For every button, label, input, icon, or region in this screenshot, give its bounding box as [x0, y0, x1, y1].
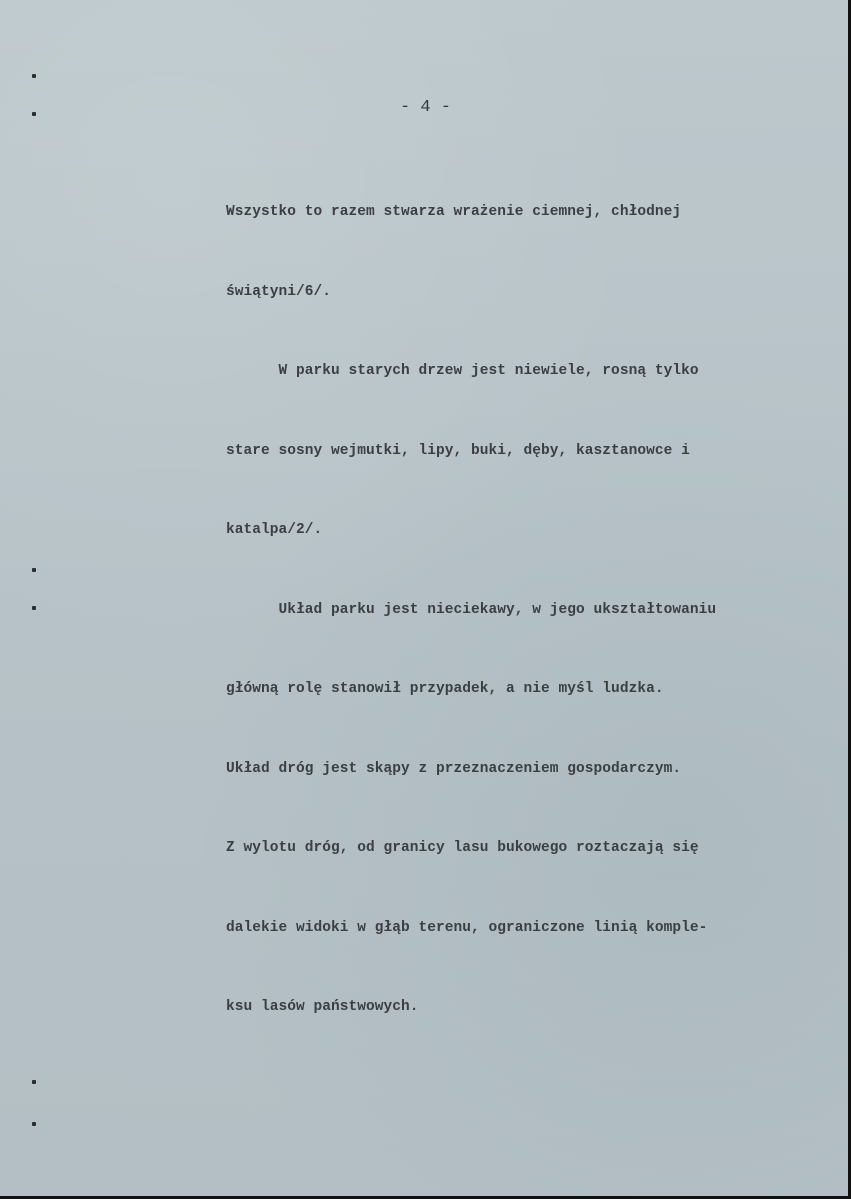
- binder-mark: [32, 1122, 36, 1126]
- text-line: W parku starych drzew jest niewiele, rosną tylko: [226, 363, 699, 379]
- text-line: Z wylotu dróg, od granicy lasu bukowego roztaczają się: [226, 840, 699, 856]
- binder-mark: [32, 568, 36, 572]
- text-line: katalpa/2/.: [226, 522, 323, 538]
- text-line: ksu lasów państwowych.: [226, 999, 419, 1015]
- text-line: Układ parku jest nieciekawy, w jego ukształtowaniu: [226, 601, 717, 618]
- text-line: dalekie widoki w głąb terenu, ograniczone linią komple-: [226, 919, 708, 936]
- text-line: główną rolę stanowił przypadek, a nie myśl ludzka.: [226, 681, 664, 697]
- binder-mark: [32, 1080, 36, 1084]
- body-text: [226, 146, 836, 1074]
- binder-mark: [32, 606, 36, 610]
- page-number: - 4 -: [399, 98, 451, 117]
- text-line: Układ dróg jest skąpy z przeznaczeniem gospodarczym.: [226, 760, 682, 777]
- text-line: Wszystko to razem stwarza wrażenie ciemnej, chłodnej: [226, 204, 682, 220]
- text-line: stare sosny wejmutki, lipy, buki, dęby, kasztanowce i: [226, 442, 690, 459]
- text-line: świątyni/6/.: [226, 283, 332, 300]
- binder-mark: [32, 74, 36, 78]
